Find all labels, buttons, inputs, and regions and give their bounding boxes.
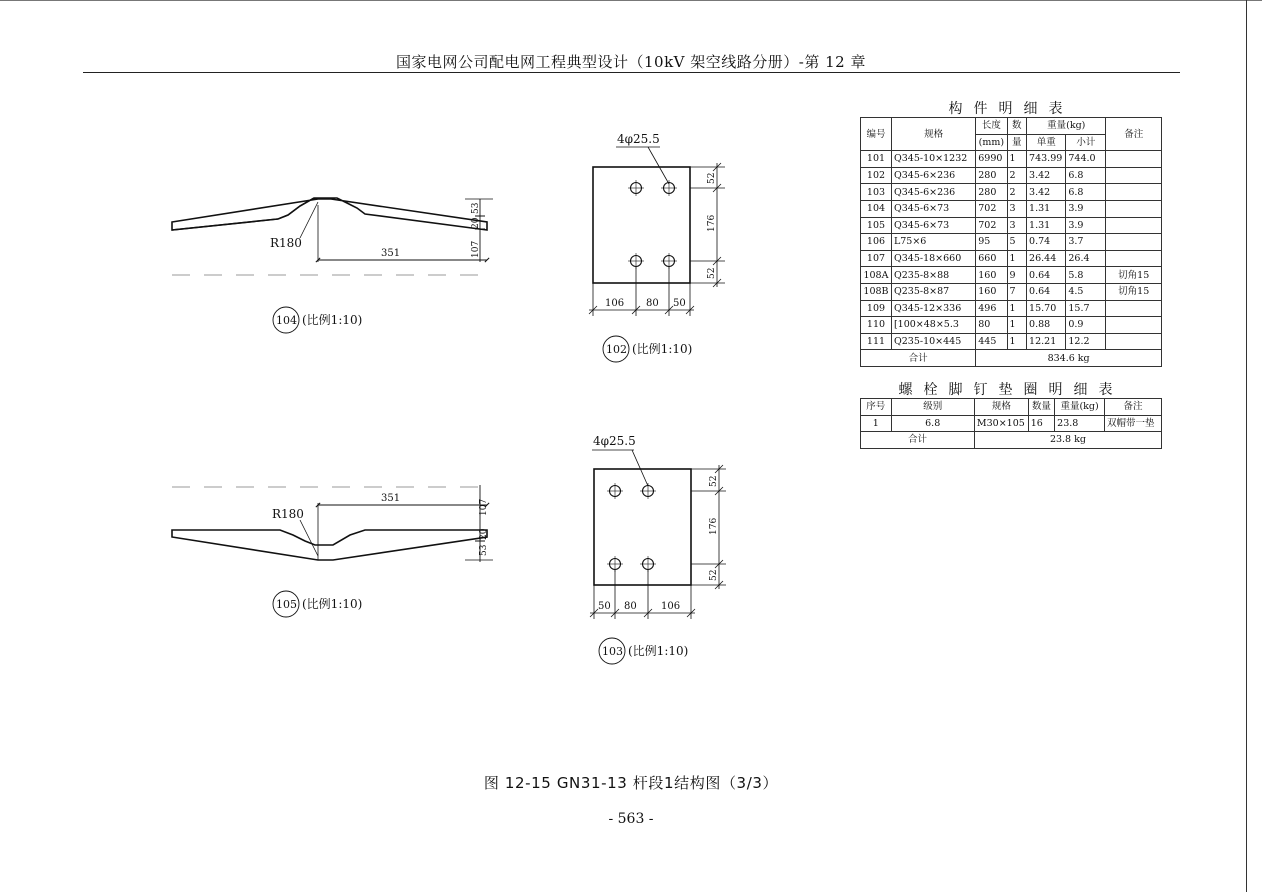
part-103-label-id: 103: [602, 645, 623, 658]
table-cell-spec: [100×48×5.3: [891, 317, 975, 334]
table-cell-note: [1106, 250, 1162, 267]
table-cell-spec: Q345-10×1232: [891, 151, 975, 168]
part-104-label-id: 104: [276, 314, 297, 327]
table-cell-len: 160: [976, 283, 1007, 300]
table-cell-sub: 26.4: [1066, 250, 1106, 267]
table-cell-note: [1106, 200, 1162, 217]
table-cell-note: [1106, 300, 1162, 317]
table-cell-note: [1106, 151, 1162, 168]
part-104-dim-b: 20: [471, 217, 481, 229]
table-cell-len: 280: [976, 167, 1007, 184]
col-header-length: 长度: [976, 118, 1007, 135]
table-cell-note: 切角15: [1106, 283, 1162, 300]
part-105-outline: [172, 530, 487, 560]
table-cell-no: 107: [861, 250, 892, 267]
table-cell-unit: 12.21: [1027, 333, 1066, 350]
table-cell-spec: M30×105: [974, 415, 1028, 432]
part-102-holes-spec: 4φ25.5: [617, 132, 660, 146]
table-row: [861, 283, 1162, 300]
table-row: [861, 300, 1162, 317]
table-cell-spec: Q235-10×445: [891, 333, 975, 350]
col-header-subtotal: 小计: [1066, 134, 1106, 151]
table-cell-note: 双帽带一垫: [1105, 415, 1162, 432]
table-row: [861, 267, 1162, 284]
table-cell-spec: L75×6: [891, 234, 975, 251]
part-105-dim-b: 20: [479, 528, 489, 540]
part-102-label-id: 102: [606, 343, 627, 356]
table-cell-weight: 23.8: [1055, 415, 1105, 432]
bolt-header-qty: 数量: [1028, 399, 1054, 416]
part-103-holes-spec: 4φ25.5: [593, 434, 636, 448]
table-cell-qty: 3: [1007, 217, 1027, 234]
table-cell-note: [1106, 167, 1162, 184]
table-cell-spec: Q235-8×87: [891, 283, 975, 300]
table-cell-qty: 1: [1007, 250, 1027, 267]
table-row: [861, 333, 1162, 350]
table-cell-sub: 15.7: [1066, 300, 1106, 317]
table-cell-unit: 0.88: [1027, 317, 1066, 334]
part-105-drawing: [172, 485, 493, 617]
part-104-drawing: [172, 198, 493, 333]
table-cell-len: 445: [976, 333, 1007, 350]
table-cell-unit: 15.70: [1027, 300, 1066, 317]
bolt-header-grade: 级别: [891, 399, 974, 416]
part-104-dim-length: 351: [381, 248, 401, 259]
part-102-drawing: [589, 132, 725, 362]
table-cell-unit: 743.99: [1027, 151, 1066, 168]
table-cell-len: 702: [976, 217, 1007, 234]
part-103-dim-h1: 50: [598, 601, 611, 612]
part-102-dim-h3: 50: [673, 298, 686, 309]
table-cell-no: 101: [861, 151, 892, 168]
table-cell-sub: 6.8: [1066, 167, 1106, 184]
table-cell-sub: 3.7: [1066, 234, 1106, 251]
table-cell-sub: 4.5: [1066, 283, 1106, 300]
part-104-dim-a: 53: [471, 202, 481, 214]
part-105-dim-c: 53: [479, 544, 489, 556]
table-row: [861, 217, 1162, 234]
table-cell-unit: 3.42: [1027, 167, 1066, 184]
table-cell-qty: 16: [1028, 415, 1054, 432]
table-cell-qty: 1: [1007, 317, 1027, 334]
part-104-radius: R180: [270, 236, 302, 250]
col-header-note: 备注: [1106, 118, 1162, 151]
figure-caption: 图 12-15 GN31-13 杆段1结构图（3/3）: [483, 774, 779, 792]
bolt-header-spec: 规格: [974, 399, 1028, 416]
table-cell-qty: 3: [1007, 200, 1027, 217]
table-row: [861, 317, 1162, 334]
table-cell-spec: Q345-6×236: [891, 167, 975, 184]
bolts-total-label: 合计: [861, 432, 975, 449]
components-table-title: 构件明细表: [948, 101, 1074, 117]
part-102-dim-v-mid: 176: [707, 214, 717, 232]
table-cell-note: 切角15: [1106, 267, 1162, 284]
col-header-length-unit: (mm): [976, 134, 1007, 151]
bolt-header-no: 序号: [861, 399, 892, 416]
table-cell-no: 108A: [861, 267, 892, 284]
table-row: [861, 250, 1162, 267]
table-cell-spec: Q345-12×336: [891, 300, 975, 317]
table-cell-spec: Q345-6×73: [891, 217, 975, 234]
col-header-unit-weight: 单重: [1027, 134, 1066, 151]
table-cell-no: 108B: [861, 283, 892, 300]
table-cell-unit: 0.64: [1027, 267, 1066, 284]
part-103-dim-h3: 106: [661, 601, 681, 612]
table-cell-unit: 1.31: [1027, 217, 1066, 234]
table-cell-sub: 5.8: [1066, 267, 1106, 284]
table-cell-len: 6990: [976, 151, 1007, 168]
page-number: - 563 -: [608, 811, 654, 827]
bolts-table: [860, 398, 1162, 449]
table-cell-sub: 0.9: [1066, 317, 1106, 334]
table-row: [861, 184, 1162, 201]
table-cell-unit: 1.31: [1027, 200, 1066, 217]
table-cell-qty: 2: [1007, 184, 1027, 201]
table-cell-spec: Q235-8×88: [891, 267, 975, 284]
table-cell-qty: 9: [1007, 267, 1027, 284]
table-cell-sub: 3.9: [1066, 217, 1106, 234]
table-cell-len: 160: [976, 267, 1007, 284]
table-cell-no: 104: [861, 200, 892, 217]
part-103-drawing: [590, 434, 726, 664]
col-header-no: 编号: [861, 118, 892, 151]
part-102-dim-v-bot: 52: [707, 267, 717, 279]
table-cell-qty: 5: [1007, 234, 1027, 251]
table-row: [861, 167, 1162, 184]
table-cell-no: 111: [861, 333, 892, 350]
part-102-dim-h2: 80: [646, 298, 659, 309]
table-row: [861, 234, 1162, 251]
table-cell-qty: 7: [1007, 283, 1027, 300]
table-cell-unit: 0.74: [1027, 234, 1066, 251]
table-cell-qty: 2: [1007, 167, 1027, 184]
components-table: [860, 117, 1162, 367]
bolts-total-value: 23.8 kg: [974, 432, 1161, 449]
part-103-dim-v-bot: 52: [709, 569, 719, 581]
table-cell-qty: 1: [1007, 333, 1027, 350]
table-row: [861, 200, 1162, 217]
part-102-dim-h1: 106: [605, 298, 625, 309]
table-cell-len: 80: [976, 317, 1007, 334]
table-cell-sub: 744.0: [1066, 151, 1106, 168]
table-cell-note: [1106, 184, 1162, 201]
table-cell-spec: Q345-6×73: [891, 200, 975, 217]
part-102-plate: [593, 167, 690, 283]
table-cell-len: 496: [976, 300, 1007, 317]
part-102-dim-v-top: 52: [707, 172, 717, 184]
table-cell-no: 1: [861, 415, 892, 432]
table-cell-qty: 1: [1007, 151, 1027, 168]
part-105-dim-a: 107: [479, 498, 489, 516]
table-cell-spec: Q345-6×236: [891, 184, 975, 201]
bolt-header-weight: 重量(kg): [1055, 399, 1105, 416]
table-cell-sub: 12.2: [1066, 333, 1106, 350]
part-103-plate: [594, 469, 691, 585]
table-cell-note: [1106, 317, 1162, 334]
col-header-spec: 规格: [891, 118, 975, 151]
table-cell-unit: 0.64: [1027, 283, 1066, 300]
col-header-qty-2: 量: [1007, 134, 1027, 151]
components-total-value: 834.6 kg: [976, 350, 1162, 367]
table-cell-len: 95: [976, 234, 1007, 251]
part-103-dim-v-mid: 176: [709, 517, 719, 535]
table-cell-no: 109: [861, 300, 892, 317]
part-105-dim-length: 351: [381, 493, 401, 504]
table-cell-len: 702: [976, 200, 1007, 217]
col-header-qty: 数: [1007, 118, 1027, 135]
table-cell-no: 102: [861, 167, 892, 184]
table-row: [861, 151, 1162, 168]
part-105-label-id: 105: [276, 598, 297, 611]
table-row: [861, 415, 1162, 432]
part-104-scale: (比例1:10): [302, 313, 363, 327]
col-header-weight: 重量(kg): [1027, 118, 1106, 135]
table-cell-spec: Q345-18×660: [891, 250, 975, 267]
part-102-scale: (比例1:10): [632, 342, 693, 356]
table-cell-sub: 3.9: [1066, 200, 1106, 217]
table-cell-no: 110: [861, 317, 892, 334]
table-cell-no: 106: [861, 234, 892, 251]
components-total-label: 合计: [861, 350, 976, 367]
table-cell-unit: 3.42: [1027, 184, 1066, 201]
part-105-scale: (比例1:10): [302, 597, 363, 611]
table-cell-unit: 26.44: [1027, 250, 1066, 267]
table-cell-grade: 6.8: [891, 415, 974, 432]
table-cell-qty: 1: [1007, 300, 1027, 317]
table-cell-note: [1106, 333, 1162, 350]
part-103-scale: (比例1:10): [628, 644, 689, 658]
part-103-dim-h2: 80: [624, 601, 637, 612]
table-cell-no: 105: [861, 217, 892, 234]
table-cell-len: 280: [976, 184, 1007, 201]
bolts-table-title: 螺栓脚钉垫圈明细表: [898, 382, 1124, 398]
bolt-header-note: 备注: [1105, 399, 1162, 416]
table-cell-no: 103: [861, 184, 892, 201]
table-cell-sub: 6.8: [1066, 184, 1106, 201]
page-header-title: 国家电网公司配电网工程典型设计（10kV 架空线路分册）-第 12 章: [396, 53, 866, 71]
table-cell-note: [1106, 234, 1162, 251]
part-103-dim-v-top: 52: [709, 475, 719, 487]
table-cell-note: [1106, 217, 1162, 234]
part-105-radius: R180: [272, 507, 304, 521]
part-104-dim-c: 107: [471, 240, 481, 258]
table-cell-len: 660: [976, 250, 1007, 267]
